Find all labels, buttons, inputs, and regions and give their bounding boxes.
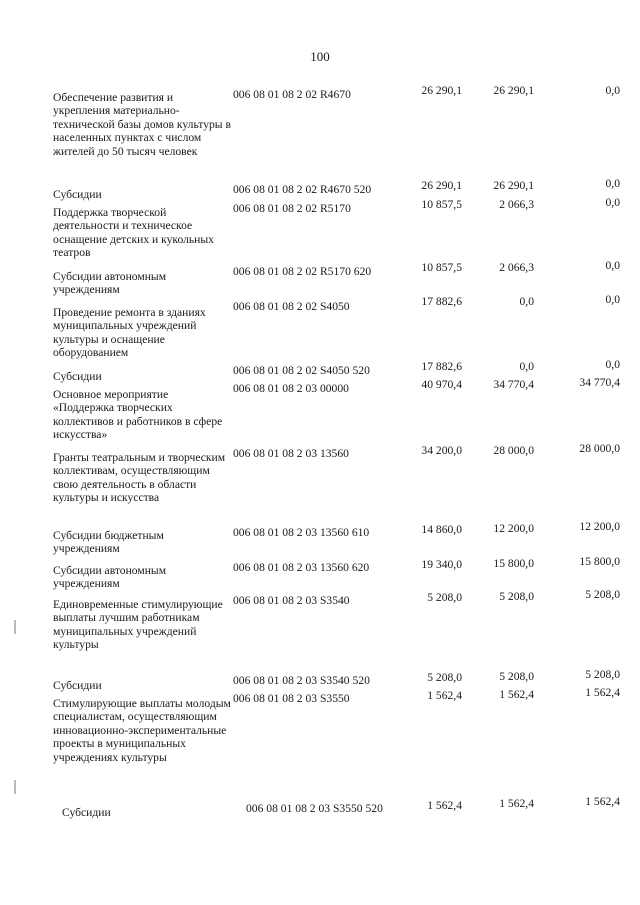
row-value-2: 1 562,4 — [499, 797, 534, 810]
row-value-2: 0,0 — [519, 295, 534, 308]
row-value-3: 0,0 — [605, 196, 620, 209]
row-name: Субсидии автономным учреждениям — [53, 564, 167, 591]
row-name: Единовременные стимулирующие выплаты лучшим работникам муниципальных учреждений культуры — [53, 598, 223, 652]
row-value-1: 5 208,0 — [427, 591, 462, 604]
row-value-3: 0,0 — [605, 177, 620, 190]
row-name: Стимулирующие выплаты молодым специалистам, осуществляющим инновационно-экспериментальные проекты в муниципальных учреждениях культуры — [53, 697, 231, 764]
row-code: 006 08 01 08 2 03 S3550 520 — [246, 802, 383, 815]
row-value-2: 12 200,0 — [493, 522, 534, 535]
row-value-3: 0,0 — [605, 358, 620, 371]
row-code: 006 08 01 08 2 02 S4050 — [233, 300, 350, 313]
row-value-1: 10 857,5 — [421, 198, 462, 211]
row-name: Субсидии — [53, 188, 102, 201]
row-name: Поддержка творческой деятельности и техническое оснащение детских и кукольных театров — [53, 206, 214, 260]
row-code: 006 08 01 08 2 02 R4670 520 — [233, 183, 372, 196]
row-code: 006 08 01 08 2 03 13560 — [233, 447, 349, 460]
row-name: Основное мероприятие «Поддержка творческих коллективов и работников в сфере искусства» — [53, 388, 223, 442]
row-name: Субсидии — [53, 679, 102, 692]
row-code: 006 08 01 08 2 03 S3540 520 — [233, 674, 370, 687]
row-name: Субсидии — [62, 806, 111, 819]
row-code: 006 08 01 08 2 03 S3550 — [233, 692, 350, 705]
row-value-2: 34 770,4 — [493, 378, 534, 391]
row-value-1: 40 970,4 — [421, 378, 462, 391]
row-value-2: 2 066,3 — [499, 198, 534, 211]
row-code: 006 08 01 08 2 02 R5170 — [233, 202, 351, 215]
row-value-3: 0,0 — [605, 259, 620, 272]
row-name: Гранты театральным и творческим коллективам, осуществляющим свою деятельность в области культуры и искусства — [53, 451, 226, 505]
page-number: 100 — [310, 49, 330, 64]
row-name: Обеспечение развития и укрепления материально-технической базы домов культуры в населенных пунктах с числом жителей до 50 тысяч человек — [53, 91, 231, 158]
row-value-1: 26 290,1 — [421, 179, 462, 192]
row-value-1: 5 208,0 — [427, 671, 462, 684]
row-value-1: 14 860,0 — [421, 523, 462, 536]
row-value-2: 5 208,0 — [499, 590, 534, 603]
row-value-1: 1 562,4 — [427, 799, 462, 812]
row-value-1: 10 857,5 — [421, 261, 462, 274]
row-value-3: 0,0 — [605, 84, 620, 97]
row-value-2: 1 562,4 — [499, 688, 534, 701]
row-value-3: 28 000,0 — [579, 442, 620, 455]
row-value-2: 2 066,3 — [499, 261, 534, 274]
row-value-1: 34 200,0 — [421, 444, 462, 457]
row-code: 006 08 01 08 2 03 13560 610 — [233, 526, 370, 539]
row-code: 006 08 01 08 2 02 S4050 520 — [233, 364, 370, 377]
row-name: Субсидии бюджетным учреждениям — [53, 529, 164, 556]
row-value-1: 17 882,6 — [421, 360, 462, 373]
row-code: 006 08 01 08 2 03 S3540 — [233, 594, 350, 607]
row-value-3: 1 562,4 — [585, 795, 620, 808]
row-name: Проведение ремонта в зданиях муниципальных учреждений культуры и оснащение оборудованием — [53, 306, 206, 360]
row-code: 006 08 01 08 2 02 R5170 620 — [233, 265, 372, 278]
row-value-1: 17 882,6 — [421, 295, 462, 308]
row-name: Субсидии — [53, 370, 102, 383]
row-code: 006 08 01 08 2 02 R4670 — [233, 88, 351, 101]
row-value-2: 15 800,0 — [493, 557, 534, 570]
row-code: 006 08 01 08 2 03 13560 620 — [233, 561, 370, 574]
row-value-2: 28 000,0 — [493, 444, 534, 457]
row-value-2: 26 290,1 — [493, 84, 534, 97]
row-value-3: 15 800,0 — [579, 555, 620, 568]
row-value-3: 12 200,0 — [579, 520, 620, 533]
row-value-1: 26 290,1 — [421, 84, 462, 97]
row-value-2: 26 290,1 — [493, 179, 534, 192]
row-value-3: 5 208,0 — [585, 588, 620, 601]
row-name: Субсидии автономным учреждениям — [53, 270, 167, 297]
row-value-2: 0,0 — [519, 360, 534, 373]
row-value-1: 1 562,4 — [427, 689, 462, 702]
row-value-3: 1 562,4 — [585, 686, 620, 699]
row-value-3: 5 208,0 — [585, 668, 620, 681]
row-value-1: 19 340,0 — [421, 558, 462, 571]
row-code: 006 08 01 08 2 03 00000 — [233, 382, 349, 395]
row-value-2: 5 208,0 — [499, 670, 534, 683]
row-value-3: 0,0 — [605, 293, 620, 306]
row-value-3: 34 770,4 — [579, 376, 620, 389]
